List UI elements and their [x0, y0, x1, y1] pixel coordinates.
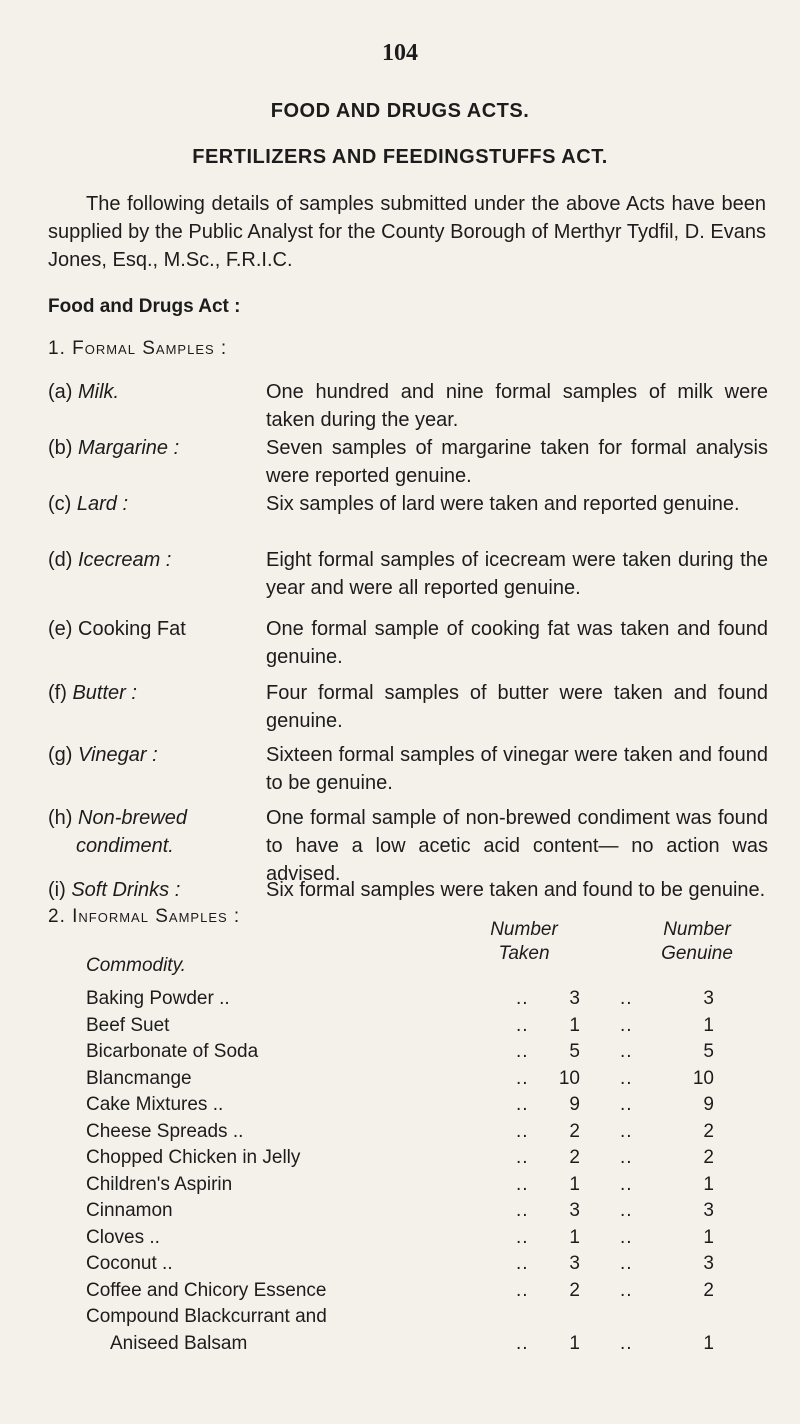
number-genuine-cell: 2 [703, 1279, 714, 1301]
table-row [0, 1227, 800, 1253]
leader-dots: .. [620, 1147, 633, 1168]
commodity-cell: Bicarbonate of Soda [86, 1041, 259, 1062]
informal-samples-heading: 2. Informal Samples : [48, 906, 241, 927]
number-taken-cell: 3 [569, 1253, 580, 1274]
number-taken-cell: 10 [558, 1067, 580, 1089]
formal-sample-letter: (f) [48, 682, 73, 704]
formal-sample-text: Seven samples of margarine taken for formal analysis were reported genuine. [266, 437, 768, 487]
formal-sample-label [48, 741, 288, 769]
number-taken-cell: 1 [569, 1014, 580, 1036]
column-header-genuine: Number Genuine [661, 919, 733, 964]
number-genuine-cell: 1 [703, 1226, 714, 1248]
leader-dots: .. [620, 988, 633, 1009]
commodity-cell: Aniseed Balsam [110, 1332, 248, 1354]
table-row [0, 1147, 800, 1173]
table-row [0, 1094, 800, 1120]
formal-sample-letter: (g) [48, 744, 78, 766]
formal-sample-item [48, 378, 768, 434]
formal-sample-text: Sixteen formal samples of vinegar were taken and found to be genuine. [266, 744, 768, 794]
commodity-cell: Baking Powder .. [86, 988, 230, 1009]
commodity-cell: Cheese Spreads .. [86, 1120, 244, 1142]
commodity-cell: Blancmange [86, 1067, 192, 1089]
formal-sample-name: Lard : [76, 493, 129, 515]
leader-dots: .. [620, 1279, 633, 1301]
formal-sample-name: Milk. [78, 381, 120, 403]
number-taken-cell: 2 [569, 1120, 580, 1142]
leader-dots: .. [516, 1332, 529, 1354]
leader-dots: .. [620, 1200, 633, 1221]
leader-dots: .. [620, 1173, 633, 1195]
formal-sample-letter: (h) [48, 807, 78, 829]
number-genuine-cell: 3 [703, 1200, 714, 1221]
formal-sample-item [48, 615, 768, 671]
number-taken-cell: 3 [569, 988, 580, 1009]
formal-sample-letter: (a) [48, 381, 78, 403]
table-row [0, 1174, 800, 1200]
table-row [0, 1200, 800, 1226]
page-number: 104 [382, 40, 418, 66]
number-taken-cell: 1 [569, 1332, 580, 1354]
leader-dots: .. [620, 1253, 633, 1274]
leader-dots: .. [516, 1147, 529, 1168]
formal-sample-letter: (e) [48, 618, 78, 640]
number-genuine-cell: 3 [703, 1253, 714, 1274]
formal-sample-letter: (i) [48, 879, 72, 901]
table-row [0, 1121, 800, 1147]
section-heading: Food and Drugs Act : [48, 296, 241, 317]
number-genuine-cell: 5 [703, 1041, 714, 1062]
number-taken-cell: 1 [569, 1173, 580, 1195]
column-header-commodity: Commodity. [86, 955, 186, 976]
intro-paragraph: The following details of samples submitted under the above Acts have been supplied by the Public Analyst for the County Borough of Merthyr Tydfil, D. Evans Jones, Esq., M.Sc., F.R.I.C. [48, 193, 766, 271]
leader-dots: .. [516, 1094, 529, 1115]
formal-sample-text: Six formal samples were taken and found to be genuine. [266, 879, 766, 901]
formal-sample-text: Four formal samples of butter were taken and found genuine. [266, 682, 768, 732]
number-taken-cell: 2 [569, 1147, 580, 1168]
number-taken-cell: 1 [569, 1226, 580, 1248]
number-genuine-cell: 1 [703, 1173, 714, 1195]
commodity-cell: Coconut .. [86, 1253, 173, 1274]
number-genuine-cell: 10 [692, 1067, 714, 1089]
table-row [0, 1333, 800, 1359]
leader-dots: .. [516, 1120, 529, 1142]
commodity-cell: Coffee and Chicory Essence [86, 1279, 327, 1301]
formal-sample-name: Non-brewed condiment. [76, 807, 187, 857]
leader-dots: .. [516, 1200, 529, 1221]
column-header-taken: Number Taken [490, 919, 558, 964]
formal-sample-text: One formal sample of cooking fat was taken and found genuine. [266, 618, 768, 668]
number-genuine-cell: 2 [703, 1120, 714, 1142]
formal-sample-name: Margarine : [78, 437, 180, 459]
leader-dots: .. [516, 1067, 529, 1089]
formal-sample-text: One hundred and nine formal samples of milk were taken during the year. [266, 381, 768, 431]
number-taken-cell: 3 [569, 1200, 580, 1221]
formal-sample-item [48, 741, 768, 797]
number-taken-cell: 2 [569, 1279, 580, 1301]
commodity-cell: Chopped Chicken in Jelly [86, 1147, 301, 1168]
leader-dots: .. [620, 1014, 633, 1036]
leader-dots: .. [620, 1094, 633, 1115]
table-row [0, 1015, 800, 1041]
commodity-cell: Compound Blackcurrant and [86, 1306, 327, 1327]
formal-sample-label [48, 490, 288, 518]
formal-sample-name: Vinegar : [78, 744, 158, 766]
leader-dots: .. [620, 1041, 633, 1062]
leader-dots: .. [516, 1253, 529, 1274]
table-row [0, 1068, 800, 1094]
table-row [0, 1253, 800, 1279]
formal-samples-heading: 1. Formal Samples : [48, 338, 228, 359]
leader-dots: .. [516, 1279, 529, 1301]
formal-sample-letter: (d) [48, 549, 78, 571]
formal-sample-item [48, 546, 768, 602]
number-genuine-cell: 1 [703, 1332, 714, 1354]
formal-sample-text: Six samples of lard were taken and reported genuine. [266, 493, 740, 515]
formal-sample-name: Icecream : [78, 549, 172, 571]
table-row [0, 988, 800, 1014]
commodity-cell: Cinnamon [86, 1200, 173, 1221]
number-taken-cell: 5 [569, 1041, 580, 1062]
leader-dots: .. [620, 1067, 633, 1089]
formal-sample-item [48, 679, 768, 735]
formal-sample-label [48, 615, 288, 643]
leader-dots: .. [516, 1226, 529, 1248]
formal-sample-label [48, 378, 288, 406]
leader-dots: .. [516, 1041, 529, 1062]
formal-sample-label [48, 546, 288, 574]
leader-dots: .. [516, 1014, 529, 1036]
number-genuine-cell: 2 [703, 1147, 714, 1168]
page-subtitle: FERTILIZERS AND FEEDINGSTUFFS ACT. [192, 146, 608, 168]
leader-dots: .. [620, 1226, 633, 1248]
leader-dots: .. [620, 1332, 633, 1354]
formal-sample-label [48, 679, 288, 707]
formal-sample-item [48, 876, 768, 904]
formal-sample-letter: (b) [48, 437, 78, 459]
table-row [0, 1280, 800, 1306]
formal-sample-name: Cooking Fat [78, 618, 186, 640]
commodity-cell: Beef Suet [86, 1014, 170, 1036]
formal-sample-item [48, 490, 768, 518]
leader-dots: .. [620, 1120, 633, 1142]
leader-dots: .. [516, 1173, 529, 1195]
table-row [0, 1306, 800, 1332]
formal-sample-item [48, 434, 768, 490]
number-genuine-cell: 3 [703, 988, 714, 1009]
number-taken-cell: 9 [569, 1094, 580, 1115]
commodity-cell: Cloves .. [86, 1226, 160, 1248]
formal-sample-text: One formal sample of non-brewed condiment was found to have a low acetic acid content— no action was advised. [266, 807, 768, 885]
formal-sample-label [48, 434, 288, 462]
commodity-cell: Children's Aspirin [86, 1173, 233, 1195]
table-row [0, 1041, 800, 1067]
formal-sample-letter: (c) [48, 493, 77, 515]
formal-sample-text: Eight formal samples of icecream were taken during the year and were all reported genuine. [266, 549, 768, 599]
page-title: FOOD AND DRUGS ACTS. [270, 100, 530, 122]
formal-sample-name: Butter : [72, 682, 137, 704]
formal-sample-label [48, 804, 288, 860]
leader-dots: .. [516, 988, 529, 1009]
formal-sample-name: Soft Drinks : [71, 879, 181, 901]
commodity-cell: Cake Mixtures .. [86, 1094, 224, 1115]
formal-sample-label [48, 876, 288, 904]
number-genuine-cell: 9 [703, 1094, 714, 1115]
number-genuine-cell: 1 [703, 1014, 714, 1036]
